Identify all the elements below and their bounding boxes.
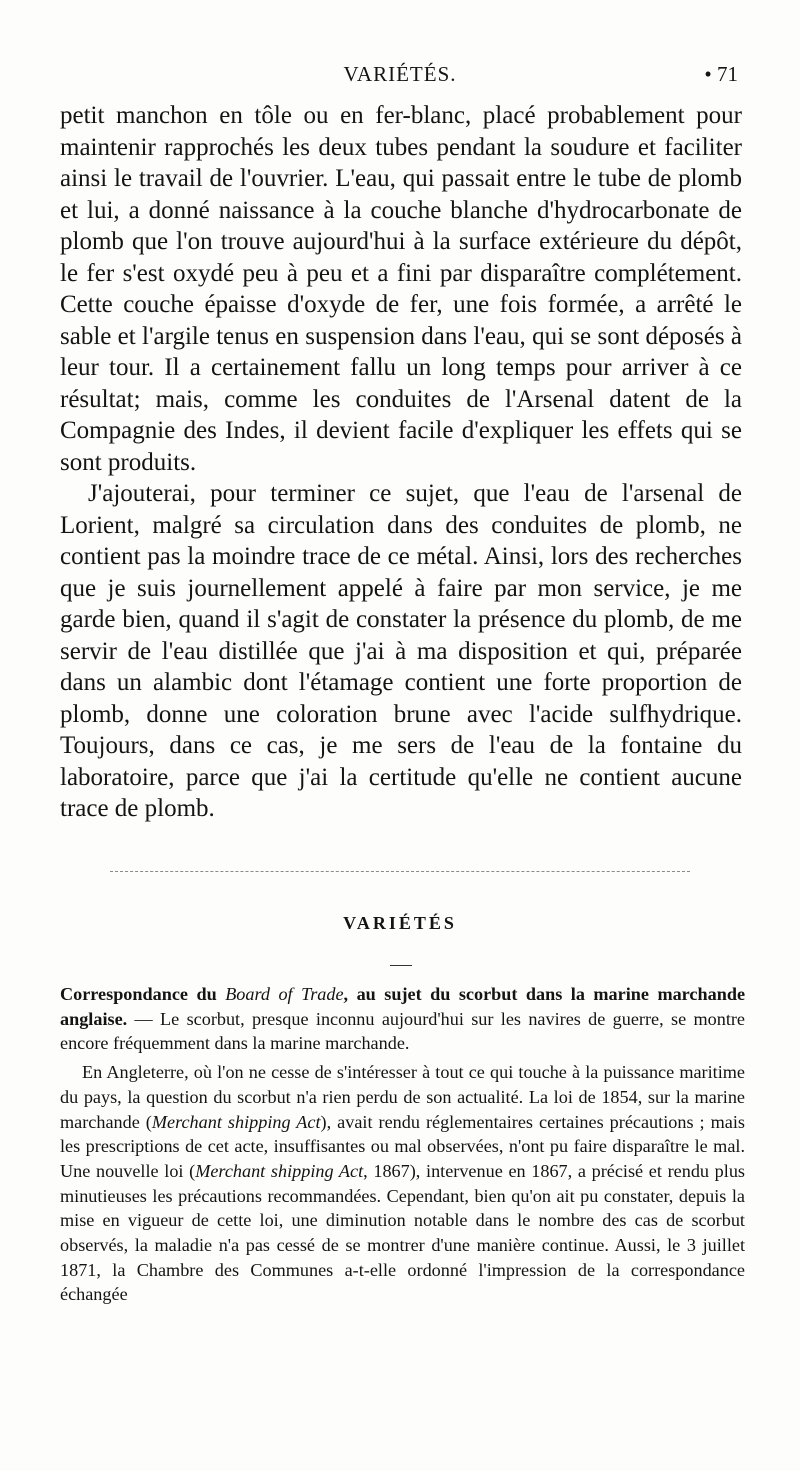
paragraph-text: , 1867), intervenue en 1867, a précisé et rendu plus minutieuses les précautions recommandées. Cependant, bien qu'on ait pu constater, depuis la mise en vigueur de cette loi, une diminution notable dans le nombre des cas de scorbut observés, la maladie n'a pas cessé de se montrer d'une manière continue. Aussi, le 3 juillet 1871, la Chambre des Communes a-t-elle ordonné l'impression de la correspondance échangée [60, 1160, 745, 1305]
article-heading-rest: , au sujet du scorbut dans la marine marchande anglaise. [60, 984, 746, 1029]
article-heading-italic: Board of Trade [225, 984, 344, 1004]
title-rule [390, 965, 412, 966]
section-divider [110, 871, 690, 872]
paragraph [60, 982, 745, 1056]
paragraph: J'ajouterai, pour terminer ce sujet, que l'eau de l'arsenal de Lorient, malgré sa circulation dans des conduites de plomb, ne contient pas la moindre trace de ce métal. Ainsi, lors des recherches que je suis journellement appelé à faire par mon service, je me garde bien, quand il s'agit de constater la présence du plomb, de me servir de l'eau distillée que j'ai à ma disposition et qui, préparée dans un alambic dont l'étamage contient une forte proportion de plomb, donne une coloration brune avec l'acide sulfhydrique. Toujours, dans ce cas, je me sers de l'eau de la fontaine du laboratoire, parce que j'ai la certitude qu'elle ne contient aucune trace de plomb. [60, 480, 742, 822]
paragraph-text: — Le scorbut, presque inconnu aujourd'hui sur les navires de guerre, se montre encore fréquemment dans la marine marchande. [60, 1008, 745, 1054]
paragraph-text: ), avait rendu réglementaires certaines précautions ; mais les prescriptions de cet acte, insuffisantes ou mal observées, n'ont pu faire disparaître le mal. Une nouvelle loi ( [60, 1111, 745, 1181]
paragraph: petit manchon en tôle ou en fer-blanc, placé probablement pour maintenir rapprochés les deux tubes pendant la soudure et faciliter ainsi le travail de l'ouvrier. L'eau, qui passait entre le tube de plomb et lui, a donné naissance à la couche blanche d'hydrocarbonate de plomb que l'on trouve aujourd'hui à la surface extérieure du dépôt, le fer s'est oxydé peu à peu et a fini par disparaître complétement. Cette couche épaisse d'oxyde de fer, une fois formée, a arrêté le sable et l'argile tenus en suspension dans l'eau, qui se sont déposés à leur tour. Il a certainement fallu un long temps pour arriver à ce résultat; mais, comme les conduites de l'Arsenal datent de la Compagnie des Indes, il devient facile d'expliquer les effets qui se sont produits. [60, 102, 742, 476]
page-number: • 71 [704, 62, 738, 86]
paragraph-text: En Angleterre, où l'on ne cesse de s'intéresser à tout ce qui touche à la puissance maritime du pays, la question du scorbut n'a rien perdu de son actualité. La loi de 1854, sur la marine marchande ( [60, 1062, 745, 1132]
paragraph [60, 1060, 745, 1307]
running-head [0, 58, 800, 88]
section-title: VARIÉTÉS [343, 913, 457, 933]
article-continuation [60, 100, 742, 825]
varietes-article [60, 982, 745, 1307]
act-name: Merchant shipping Act [195, 1160, 364, 1181]
running-head-title: VARIÉTÉS. [343, 62, 457, 86]
act-name: Merchant shipping Act [151, 1111, 321, 1132]
article-heading-lead: Correspondance du [60, 984, 226, 1004]
